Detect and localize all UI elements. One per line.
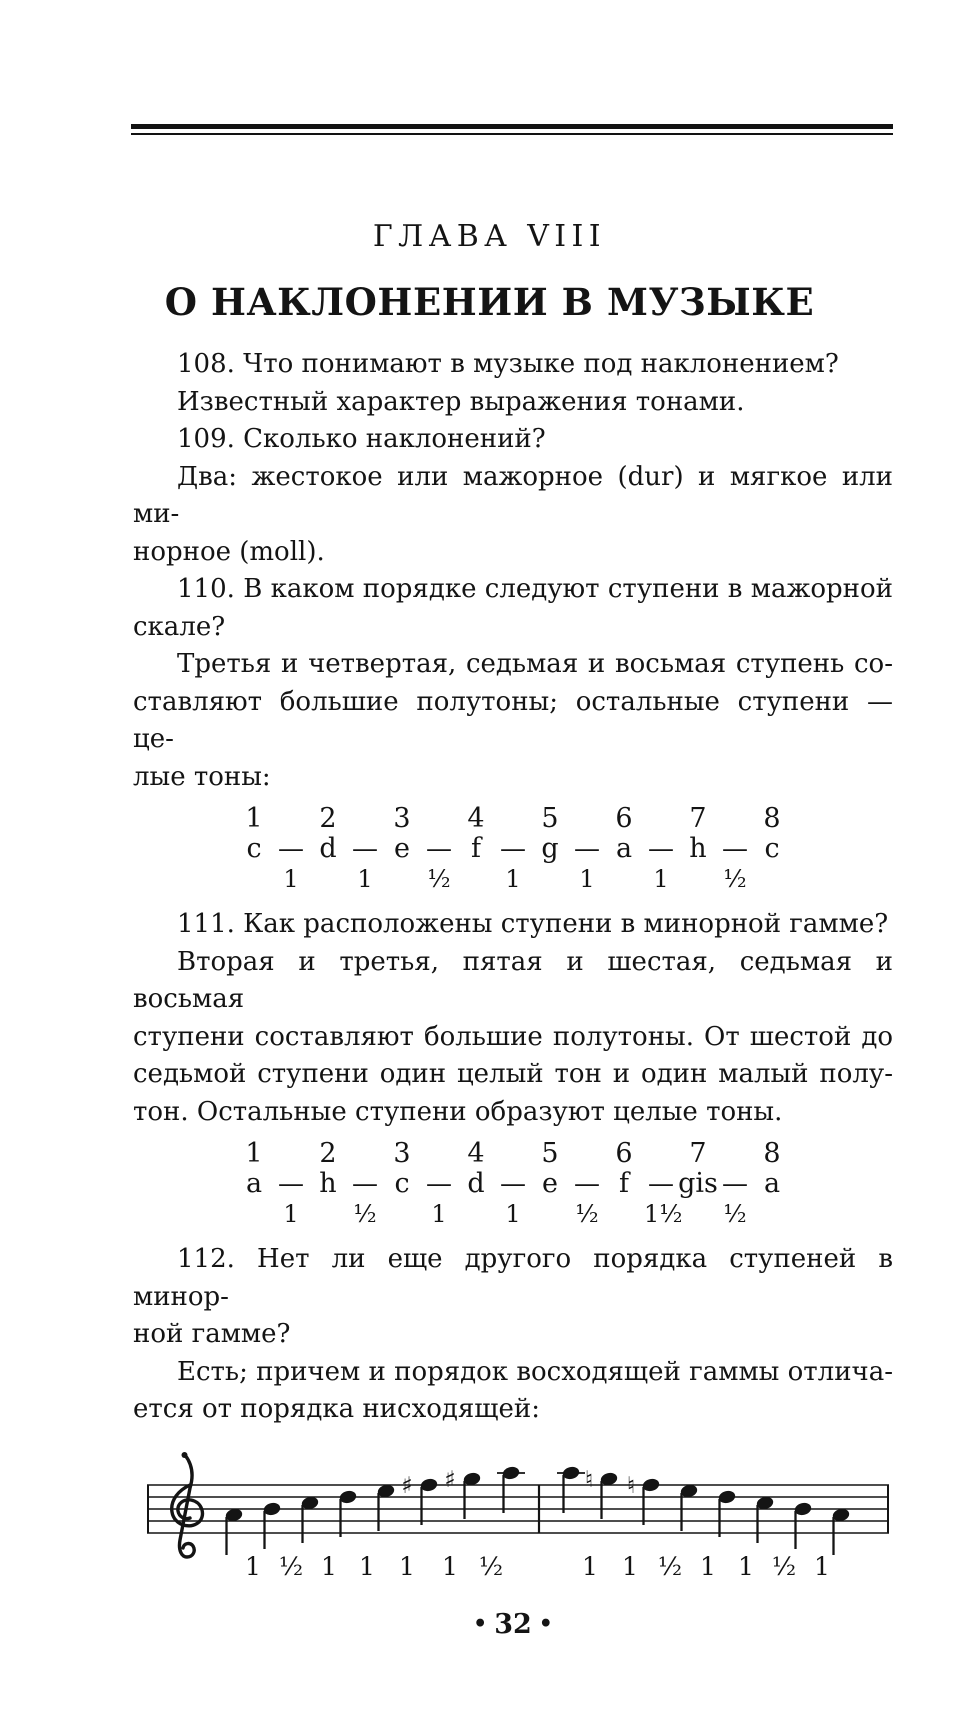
- text-line: тон. Остальные ступени образуют целые тоны.: [133, 1096, 783, 1127]
- scale-note: a: [615, 833, 633, 864]
- music-staff: [139, 1435, 897, 1583]
- top-rule: [131, 124, 893, 135]
- note-asc-d: [339, 1489, 357, 1536]
- page-number-value: 32: [494, 1609, 532, 1640]
- scale-dash: —: [500, 834, 526, 864]
- interval-label: 1: [582, 1551, 598, 1581]
- scale-note: g: [541, 833, 559, 864]
- scale-note: c: [394, 1168, 410, 1199]
- text-line: Третья и четвертая, седьмая и восьмая ступень со-: [177, 649, 893, 679]
- scale-interval: 1½: [644, 1200, 683, 1228]
- scale-interval: 1: [505, 1200, 521, 1228]
- note-desc-f: [642, 1477, 660, 1524]
- scale-note: h: [319, 1168, 337, 1199]
- scale-degree: 7: [689, 803, 707, 834]
- scale-interval: ½: [575, 1200, 599, 1228]
- scale-interval: 1: [653, 865, 669, 893]
- scale-dash: —: [500, 1169, 526, 1199]
- text-line: 108. Что понимают в музыке под наклонением?: [177, 349, 839, 379]
- page-number: [133, 1606, 893, 1646]
- qa-108-answer: [133, 384, 893, 422]
- scale-degree: 2: [319, 1138, 337, 1169]
- note-asc-a2: [502, 1465, 520, 1512]
- qa-111-answer: [133, 944, 893, 1132]
- text-line: 112. Нет ли еще другого порядка ступеней в минор-: [133, 1244, 893, 1312]
- descending-notes: [562, 1465, 850, 1554]
- qa-109-question: [133, 421, 893, 459]
- staff-interval-labels: [245, 1552, 830, 1581]
- scale-dash: —: [352, 834, 378, 864]
- qa-112-answer: [133, 1354, 893, 1429]
- sharp-icon: ♯: [444, 1466, 456, 1493]
- chapter-heading: ГЛАВА VIII: [372, 219, 607, 254]
- text-line: 110. В каком порядке следуют ступени в мажорной: [177, 574, 893, 604]
- scale-dash: —: [426, 834, 452, 864]
- interval-label: 1: [399, 1551, 415, 1581]
- text-line: лые тоны:: [133, 761, 271, 792]
- page-title: О НАКЛОНЕНИИ В МУЗЫКЕ: [164, 280, 815, 324]
- scale-interval: 1: [283, 865, 299, 893]
- treble-clef-icon: [172, 1452, 203, 1557]
- scale-degree: 1: [245, 803, 263, 834]
- text-line: Вторая и третья, пятая и шестая, седьмая и восьмая: [133, 946, 893, 1014]
- sharp-icon: ♯: [401, 1472, 413, 1499]
- scale-dash: —: [278, 1169, 304, 1199]
- scale-interval: 1: [579, 865, 595, 893]
- bullet-icon: •: [538, 1611, 553, 1637]
- qa-110-answer: [133, 646, 893, 796]
- ascending-notes: [225, 1465, 520, 1554]
- scale-dash: —: [574, 1169, 600, 1199]
- bullet-icon: •: [473, 1611, 488, 1637]
- interval-label: 1: [738, 1551, 754, 1581]
- interval-label: 1: [245, 1551, 261, 1581]
- scale-degree: 6: [615, 803, 633, 834]
- interval-label: 1: [359, 1551, 375, 1581]
- interval-label: ½: [278, 1551, 304, 1581]
- book-page: [0, 124, 979, 1709]
- scale-dash: —: [722, 834, 748, 864]
- note-desc-g: [600, 1471, 618, 1518]
- interval-label: ½: [657, 1551, 683, 1581]
- scale-degree: 8: [763, 1138, 781, 1169]
- note-asc-a: [225, 1507, 243, 1554]
- note-asc-h: [263, 1501, 281, 1548]
- text-line: Два: жестокое или мажорное (dur) и мягкое или ми-: [133, 461, 893, 529]
- scale-interval: ½: [427, 865, 451, 893]
- scale-interval: ½: [723, 1200, 747, 1228]
- scale-interval: ½: [353, 1200, 377, 1228]
- scale-note: e: [394, 833, 410, 864]
- note-desc-c: [756, 1495, 774, 1542]
- scale-note: h: [689, 833, 707, 864]
- scale-note: f: [619, 1168, 629, 1199]
- note-asc-fis: [420, 1477, 438, 1524]
- scale-degree: 3: [393, 803, 411, 834]
- scale-dash: —: [648, 834, 674, 864]
- note-asc-e: [377, 1483, 395, 1530]
- scale-note: a: [245, 1168, 263, 1199]
- scale-interval: 1: [357, 865, 373, 893]
- scale-degree: 1: [245, 1138, 263, 1169]
- note-desc-a: [832, 1507, 850, 1554]
- scale-note: d: [319, 833, 337, 864]
- scale-note: c: [764, 833, 780, 864]
- interval-label: 1: [700, 1551, 716, 1581]
- scale-degree: 5: [541, 803, 559, 834]
- natural-icon: ♮: [584, 1466, 594, 1493]
- note-desc-a2: [562, 1465, 580, 1512]
- scale-note: f: [471, 833, 481, 864]
- scale-degree: 4: [467, 803, 485, 834]
- interval-label: ½: [478, 1551, 504, 1581]
- minor-scale-diagram: [234, 1138, 792, 1228]
- scale-interval: 1: [505, 865, 521, 893]
- music-staff-figure: [139, 1435, 893, 1595]
- scale-dash: —: [574, 834, 600, 864]
- scale-dash: —: [722, 1169, 748, 1199]
- scale-interval: ½: [723, 865, 747, 893]
- scale-note: d: [467, 1168, 485, 1199]
- text-line: 111. Как расположены ступени в минорной гамме?: [177, 909, 889, 939]
- scale-note: a: [763, 1168, 781, 1199]
- scale-degree: 3: [393, 1138, 411, 1169]
- scale-degree: 8: [763, 803, 781, 834]
- scale-degree: 6: [615, 1138, 633, 1169]
- note-desc-e: [680, 1483, 698, 1530]
- interval-label: 1: [814, 1551, 830, 1581]
- natural-icon: ♮: [626, 1472, 636, 1499]
- text-line: Есть; причем и порядок восходящей гаммы отлича-: [177, 1356, 893, 1387]
- body-text: [133, 346, 893, 1646]
- staff-lines: [147, 1485, 889, 1533]
- text-line: ставляют большие полутоны; остальные ступени — це-: [133, 686, 893, 754]
- note-desc-h: [794, 1501, 812, 1548]
- text-line: седьмой ступени один целый тон и один малый полу-: [133, 1059, 893, 1089]
- qa-110-question: [133, 571, 893, 646]
- qa-111-question: [133, 906, 893, 944]
- note-desc-d: [718, 1489, 736, 1536]
- interval-label: 1: [442, 1551, 458, 1581]
- scale-note: e: [542, 1168, 558, 1199]
- scale-dash: —: [278, 834, 304, 864]
- text-line: ступени составляют большие полутоны. От шестой до: [133, 1021, 893, 1052]
- scale-dash: —: [426, 1169, 452, 1199]
- text-line: Известный характер выражения тонами.: [177, 386, 745, 417]
- interval-label: 1: [321, 1551, 337, 1581]
- text-line: ется от порядка нисходящей:: [133, 1394, 540, 1424]
- scale-interval: 1: [431, 1200, 447, 1228]
- interval-label: ½: [771, 1551, 797, 1581]
- qa-109-answer: [133, 459, 893, 572]
- scale-dash: —: [352, 1169, 378, 1199]
- scale-degree: 7: [689, 1138, 707, 1169]
- text-line: ной гамме?: [133, 1319, 291, 1349]
- note-asc-gis: [463, 1471, 481, 1518]
- top-rule-thin: [131, 133, 893, 135]
- text-line: 109. Сколько наклонений?: [177, 424, 546, 454]
- text-line: скале?: [133, 611, 226, 642]
- qa-112-question: [133, 1241, 893, 1354]
- scale-note: c: [246, 833, 262, 864]
- scale-interval: 1: [283, 1200, 299, 1228]
- top-rule-thick: [131, 124, 893, 129]
- scale-degree: 2: [319, 803, 337, 834]
- qa-108-question: [133, 346, 893, 384]
- scale-degree: 4: [467, 1138, 485, 1169]
- major-scale-diagram: [234, 803, 792, 893]
- scale-degree: 5: [541, 1138, 559, 1169]
- interval-label: 1: [622, 1551, 638, 1581]
- note-asc-c: [301, 1495, 319, 1542]
- text-line: норное (moll).: [133, 536, 325, 567]
- scale-dash: —: [648, 1169, 674, 1199]
- scale-note: gis: [678, 1168, 718, 1199]
